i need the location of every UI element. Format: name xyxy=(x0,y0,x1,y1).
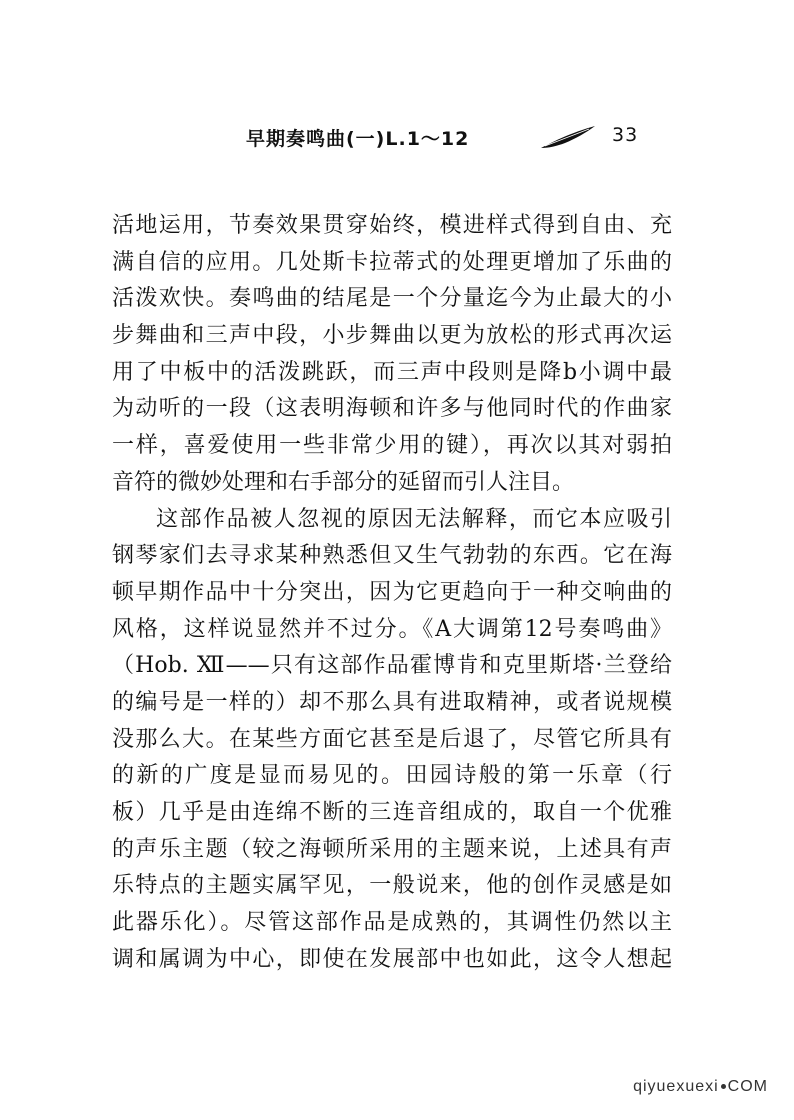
text-line: 顿早期作品中十分突出，因为它更趋向于一种交响曲的 xyxy=(112,579,672,605)
watermark-left: qiyuexuexi xyxy=(633,1078,719,1095)
text-line: 钢琴家们去寻求某种熟悉但又生气勃勃的东西。它在海 xyxy=(112,543,672,569)
text-line: 此器乐化）。尽管这部作品是成熟的，其调性仍然以主 xyxy=(112,910,672,936)
text-line: 乐特点的主题实属罕见，一般说来，他的创作灵感是如 xyxy=(112,873,672,899)
body-text xyxy=(112,208,672,978)
text-line: 风格，这样说显然并不过分。《A大调第12号奏鸣曲》 xyxy=(112,616,672,642)
text-line: 活地运用，节奏效果贯穿始终，模进样式得到自由、充 xyxy=(112,213,672,238)
text-line: 一样，喜爱使用一些非常少用的键），再次以其对弱拍 xyxy=(112,433,672,459)
text-line: 的编号是一样的）却不那么具有进取精神，或者说规模 xyxy=(112,689,672,715)
text-line: 这部作品被人忽视的原因无法解释，而它本应吸引 xyxy=(156,506,672,532)
text-line: 为动听的一段（这表明海顿和许多与他同时代的作曲家 xyxy=(112,396,672,422)
text-line: 的新的广度是显而易见的。田园诗般的第一乐章（行 xyxy=(112,763,672,789)
paragraph-2 xyxy=(112,502,672,979)
text-line: 没那么大。在某些方面它甚至是后退了，尽管它所具有 xyxy=(112,726,672,752)
watermark xyxy=(633,1078,768,1096)
text-line: 活泼欢快。奏鸣曲的结尾是一个分量迄今为止最大的小 xyxy=(112,286,672,312)
paragraph-1 xyxy=(112,208,672,502)
text-line: （Hob. Ⅻ——只有这部作品霍博肯和克里斯塔·兰登给 xyxy=(112,653,672,679)
text-line: 音符的微妙处理和右手部分的延留而引人注目。 xyxy=(112,469,575,495)
watermark-right: COM xyxy=(727,1078,768,1095)
running-header xyxy=(246,122,469,152)
text-line: 板）几乎是由连绵不断的三连音组成的，取自一个优雅 xyxy=(112,800,672,825)
text-line: 的声乐主题（较之海顿所采用的主题来说，上述具有声 xyxy=(112,836,672,862)
text-line: 步舞曲和三声中段，小步舞曲以更为放松的形式再次运 xyxy=(112,323,672,349)
dot-icon xyxy=(721,1084,726,1089)
text-line: 调和属调为中心，即使在发展部中也如此，这令人想起 xyxy=(112,946,672,972)
text-line: 满自信的应用。几处斯卡拉蒂式的处理更增加了乐曲的 xyxy=(112,249,672,275)
feather-icon xyxy=(539,124,597,150)
text-line: 用了中板中的活泼跳跃，而三声中段则是降b小调中最 xyxy=(112,359,672,385)
header-title: 早期奏鸣曲(一)L.1～12 xyxy=(246,127,470,150)
page-number: 33 xyxy=(612,124,639,146)
